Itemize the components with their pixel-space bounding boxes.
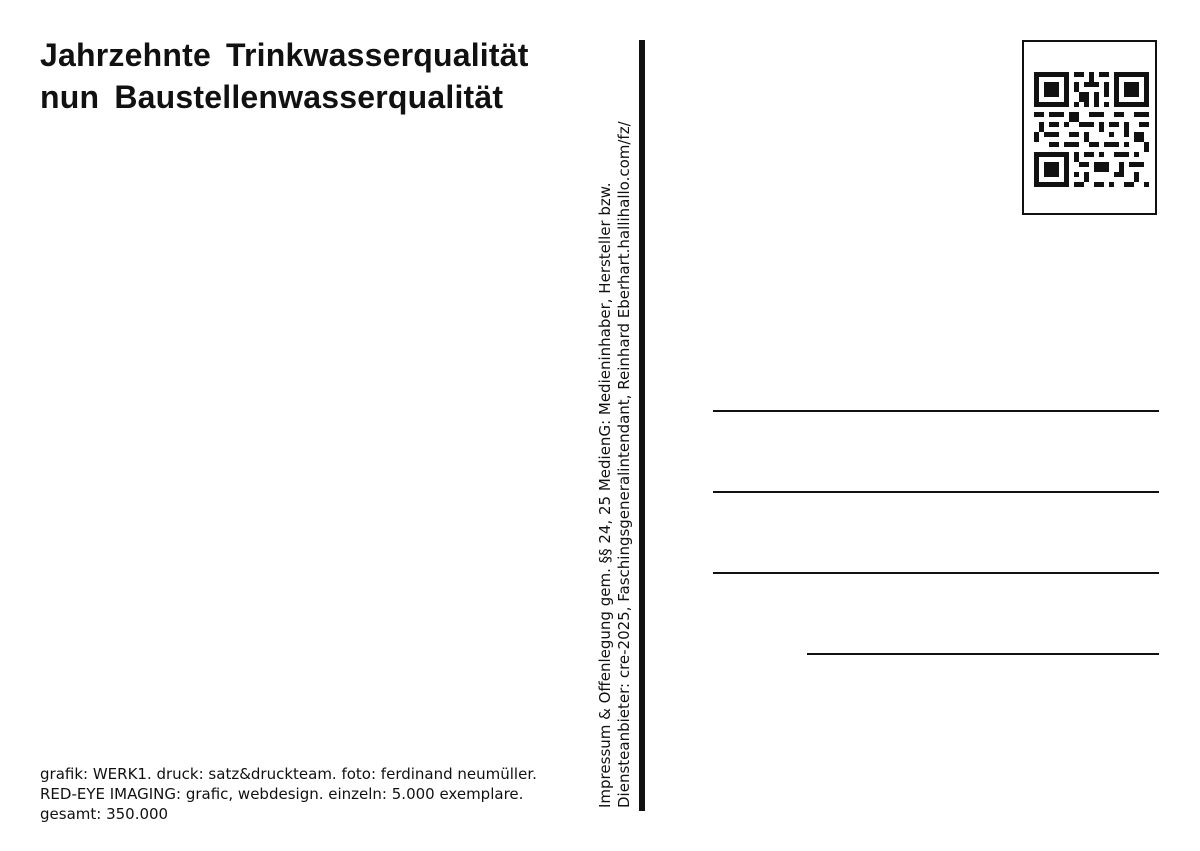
stamp-box (1022, 40, 1157, 215)
qr-code-icon (1034, 69, 1149, 190)
address-line-3[interactable] (713, 572, 1159, 574)
address-line-1[interactable] (713, 410, 1159, 412)
address-line-4[interactable] (807, 653, 1159, 655)
vertical-divider (639, 40, 645, 811)
imprint-line-1: Impressum & Offenlegung gem. §§ 24, 25 MedienG: Medieninhaber, Hersteller bzw. (596, 182, 614, 808)
credits-line-1: grafik: WERK1. druck: satz&druckteam. foto: ferdinand neumüller. (40, 765, 537, 783)
credits-line-3: gesamt: 350.000 (40, 805, 169, 823)
headline (40, 34, 529, 118)
headline-line-2: nun Baustellenwasserqualität (40, 79, 504, 115)
credits (40, 764, 537, 824)
imprint-text (596, 121, 634, 808)
imprint-line-2: Diensteanbieter: cre-2025, Faschingsgeneralintendant, Reinhard Eberhart.hallihallo.com/fz/ (615, 121, 633, 808)
credits-line-2: RED-EYE IMAGING: grafic, webdesign. einzeln: 5.000 exemplare. (40, 785, 524, 803)
headline-line-1: Jahrzehnte Trinkwasserqualität (40, 37, 529, 73)
address-line-2[interactable] (713, 491, 1159, 493)
